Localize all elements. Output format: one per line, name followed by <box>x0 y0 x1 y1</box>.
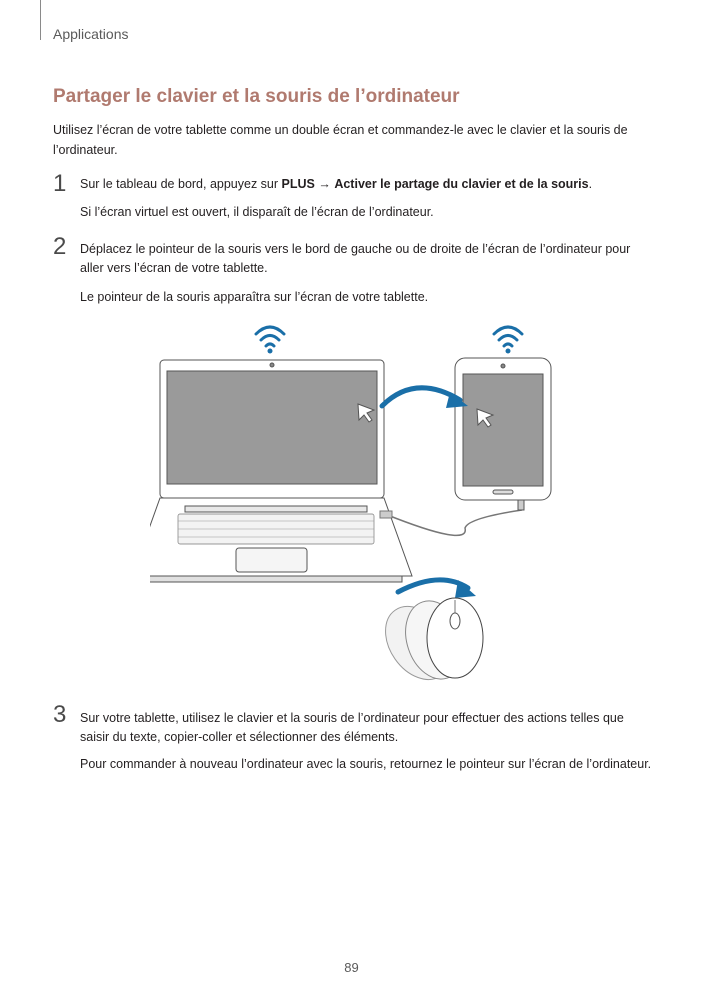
header-rule <box>40 0 41 40</box>
step-number-3: 3 <box>53 701 67 728</box>
step-1-period: . <box>588 177 593 191</box>
step-1-arrow: → <box>314 177 335 191</box>
step-3-note: Pour commander à nouveau l’ordinateur avec la souris, retournez le pointeur sur l’écran de l’ordinateur. <box>80 757 652 771</box>
step-1-note: Si l’écran virtuel est ouvert, il disparaît de l’écran de l’ordinateur. <box>80 205 434 219</box>
wifi-icon <box>494 327 522 354</box>
header-label: Applications <box>53 26 129 42</box>
wifi-icon <box>256 327 284 354</box>
step-3-text: Sur votre tablette, utilisez le clavier et la souris de l’ordinateur pour effectuer des actions telles que saisir du texte, copier-coller et sélectionner des éléments. <box>80 711 624 744</box>
section-title: Partager le clavier et la souris de l’ordinateur <box>53 86 460 107</box>
page-number: 89 <box>344 960 359 975</box>
step-1-text <box>80 175 655 194</box>
laptop <box>150 360 412 582</box>
intro-paragraph: Utilisez l’écran de votre tablette comme un double écran et commandez-le avec le clavier et la souris de l’ordinateur. <box>53 123 628 157</box>
step-number-2: 2 <box>53 233 67 260</box>
step-1-text-plain: Sur le tableau de bord, appuyez sur <box>80 177 282 191</box>
tablet <box>455 358 551 510</box>
mouse <box>372 593 483 688</box>
step-1-plus: PLUS <box>281 177 315 191</box>
step-1-activate: Activer le partage du clavier et de la souris <box>334 177 589 191</box>
illustration-laptop-tablet-mouse <box>150 318 560 688</box>
step-2-note: Le pointeur de la souris apparaîtra sur l’écran de votre tablette. <box>80 290 429 304</box>
step-2-text: Déplacez le pointeur de la souris vers le bord de gauche ou de droite de l’écran de l’ordinateur pour aller vers l’écran de votre tablette. <box>80 242 631 275</box>
step-number-1: 1 <box>53 170 67 197</box>
